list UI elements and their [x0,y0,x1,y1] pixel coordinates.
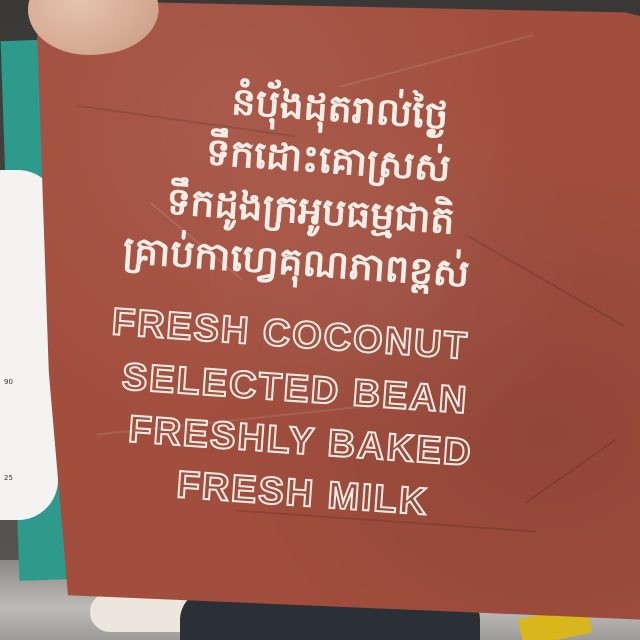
label-number-a: 90 [4,378,13,386]
english-line-1: FRESH COCONUT [110,301,470,369]
label-number-b: 25 [4,474,13,482]
khmer-line-2: ទឹកដោះគោស្រស់ [204,129,453,191]
khmer-line-1: នំប៉័ងដុតរាល់ថ្ងៃ [230,79,450,139]
english-line-4: FRESH MILK [175,464,430,524]
english-line-3: FRESHLY BAKED [126,408,474,475]
khmer-line-3: ទឹកដូងក្រអូបធម្មជាតិ [164,178,457,243]
khmer-line-4: គ្រាប់កាហ្វេគុណភាពខ្ពស់ [121,227,471,296]
english-line-2: SELECTED BEAN [120,356,470,423]
